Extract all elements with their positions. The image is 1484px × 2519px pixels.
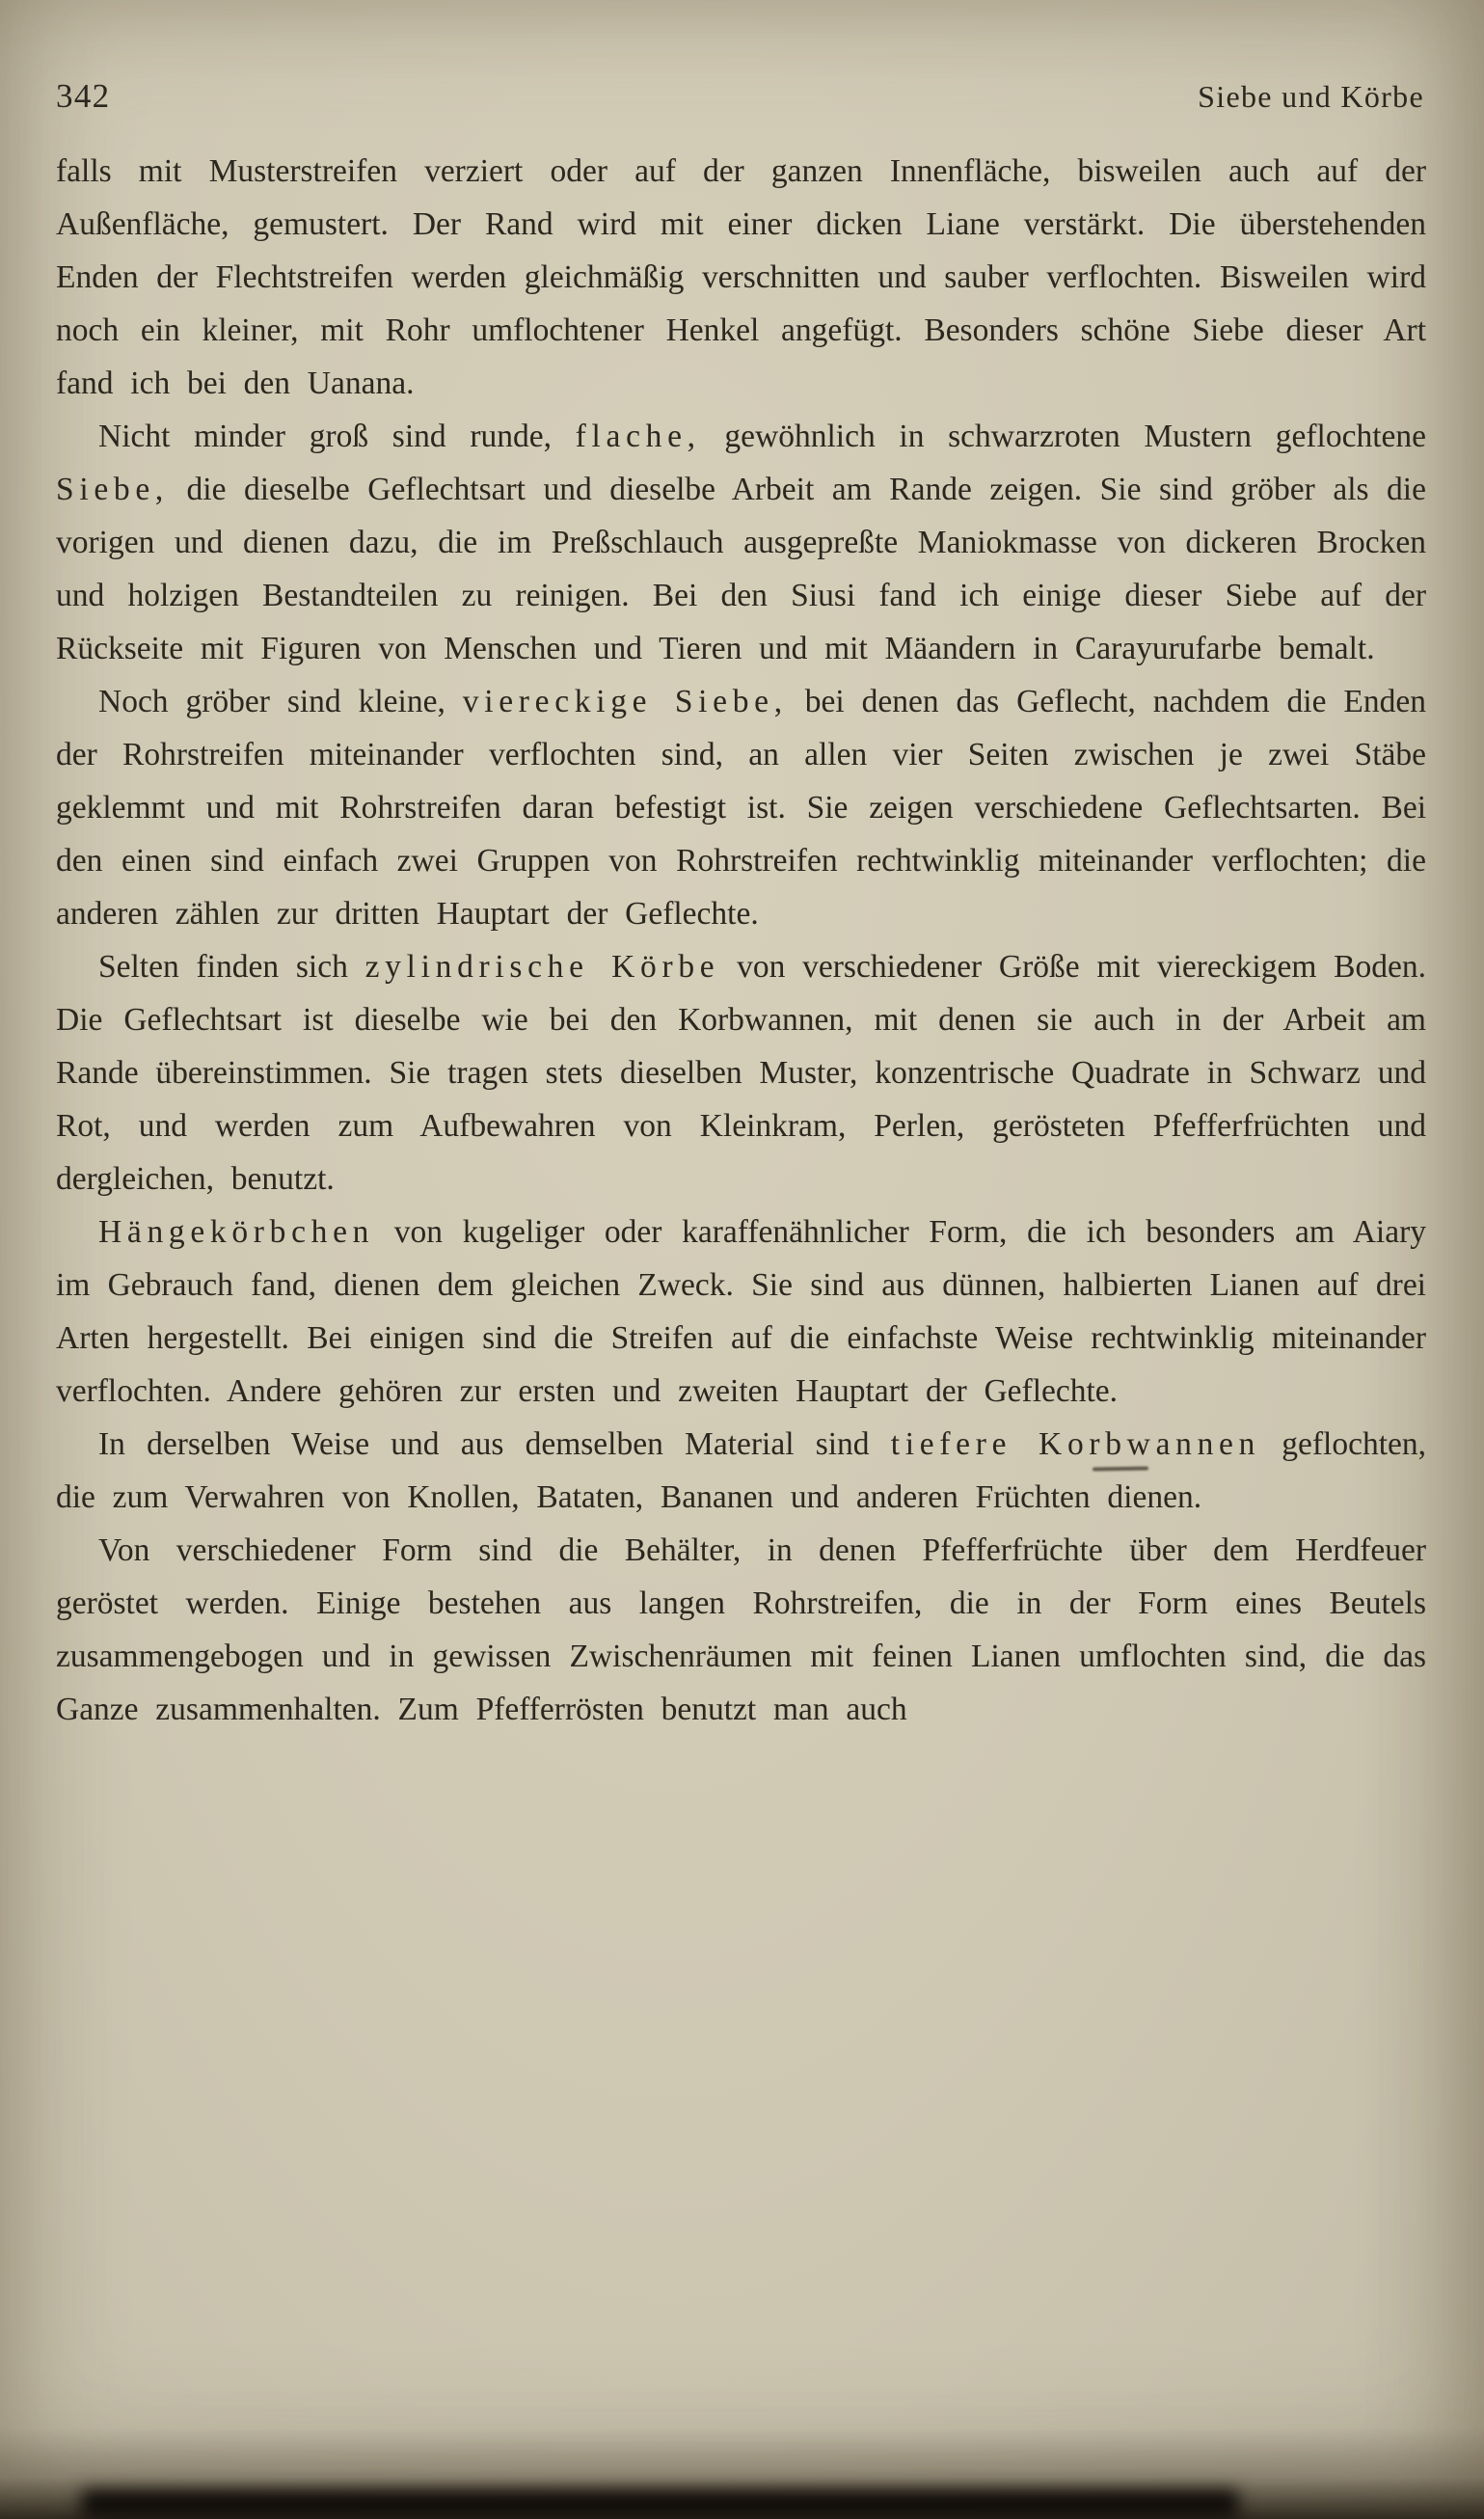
text-run: Noch gröber sind kleine,	[98, 684, 463, 719]
paragraph	[56, 940, 1426, 1205]
text-run: die dieselbe Geflechtsart und dieselbe Arbeit am Rande zeigen. Sie sind gröber als die vorigen und dienen dazu, die im Preßschlauch ausgepreßte Maniokmasse von dickeren Brocken und holzigen Bestandteilen zu reinigen. Bei den Siusi fand ich einige dieser Siebe auf der Rückseite mit Figuren von Menschen und Tieren und mit Mäandern in Carayurufarbe bemalt.	[56, 472, 1426, 666]
page-number: 342	[56, 77, 111, 115]
text-run: Selten finden sich	[98, 949, 365, 985]
paragraph	[56, 1205, 1426, 1418]
paragraph	[56, 410, 1426, 675]
emphasized-text-run: flache,	[575, 419, 701, 454]
text-run: Nicht minder groß sind runde,	[98, 419, 576, 454]
text-run: bei denen das Geflecht, nachdem die Enden der Rohrstreifen miteinander verflochten sind, an allen vier Seiten zwischen je zwei Stäbe geklemmt und mit Rohrstreifen daran befestigt ist. Sie zeigen verschiedene Geflechtsarten. Bei den einen sind einfach zwei Gruppen von Rohrstreifen rechtwinklig miteinander verflochten; die anderen zählen zur dritten Hauptart der Geflechte.	[56, 684, 1426, 932]
emphasized-text-run: Siebe,	[56, 472, 169, 507]
paragraph	[56, 145, 1426, 410]
page-bottom-shadow	[0, 2427, 1484, 2519]
emphasized-text-run: tiefere Korbwannen	[890, 1426, 1261, 1462]
page-header	[0, 0, 1484, 116]
running-header: Siebe und Körbe	[1198, 79, 1424, 114]
text-run: falls mit Musterstreifen verziert oder auf der ganzen Innenfläche, bisweilen auch auf der Außenfläche, gemustert. Der Rand wird mit einer dicken Liane verstärkt. Die überstehenden Enden der Flechtstreifen werden gleichmäßig verschnitten und sauber verflochten. Bisweilen wird noch ein kleiner, mit Rohr umflochtener Henkel angefügt. Besonders schöne Siebe dieser Art fand ich bei den Uanana.	[56, 153, 1426, 401]
paragraph	[56, 1524, 1426, 1736]
text-run: geflochten, die zum Verwahren von Knollen, Bataten, Bananen und anderen Früchten dienen.	[56, 1426, 1426, 1515]
text-run: In derselben Weise und aus demselben Material sind	[98, 1426, 891, 1462]
emphasized-text-run: viereckige Siebe,	[462, 684, 788, 719]
paragraph	[56, 675, 1426, 940]
paragraph	[56, 1418, 1426, 1524]
text-run: Von verschiedener Form sind die Behälter, in denen Pfefferfrüchte über dem Herdfeuer geröstet werden. Einige bestehen aus langen Rohrstreifen, die in der Form eines Beutels zusammengebogen und in gewissen Zwischenräumen mit feinen Lianen umflochten sind, die das Ganze zusammenhalten. Zum Pfefferrösten benutzt man auch	[56, 1532, 1426, 1727]
text-block	[0, 116, 1484, 1736]
text-run: gewöhnlich in schwarzroten Mustern geflochtene	[700, 419, 1426, 454]
emphasized-text-run: Hängekörbchen	[98, 1214, 375, 1250]
text-run: von kugeliger oder karaffenähnlicher Form, die ich besonders am Aiary im Gebrauch fand, dienen dem gleichen Zweck. Sie sind aus dünnen, halbierten Lianen auf drei Arten hergestellt. Bei einigen sind die Streifen auf die einfachste Weise rechtwinklig miteinander verflochten. Andere gehören zur ersten und zweiten Hauptart der Geflechte.	[56, 1214, 1426, 1409]
emphasized-text-run: zylindrische Körbe	[364, 949, 720, 985]
text-run: von verschiedener Größe mit viereckigem Boden. Die Geflechtsart ist dieselbe wie bei den Korbwannen, mit denen sie auch in der Arbeit am Rande übereinstimmen. Sie tragen stets dieselben Muster, konzentrische Quadrate in Schwarz und Rot, und werden zum Aufbewahren von Kleinkram, Perlen, gerösteten Pfefferfrüchten und dergleichen, benutzt.	[56, 949, 1427, 1197]
